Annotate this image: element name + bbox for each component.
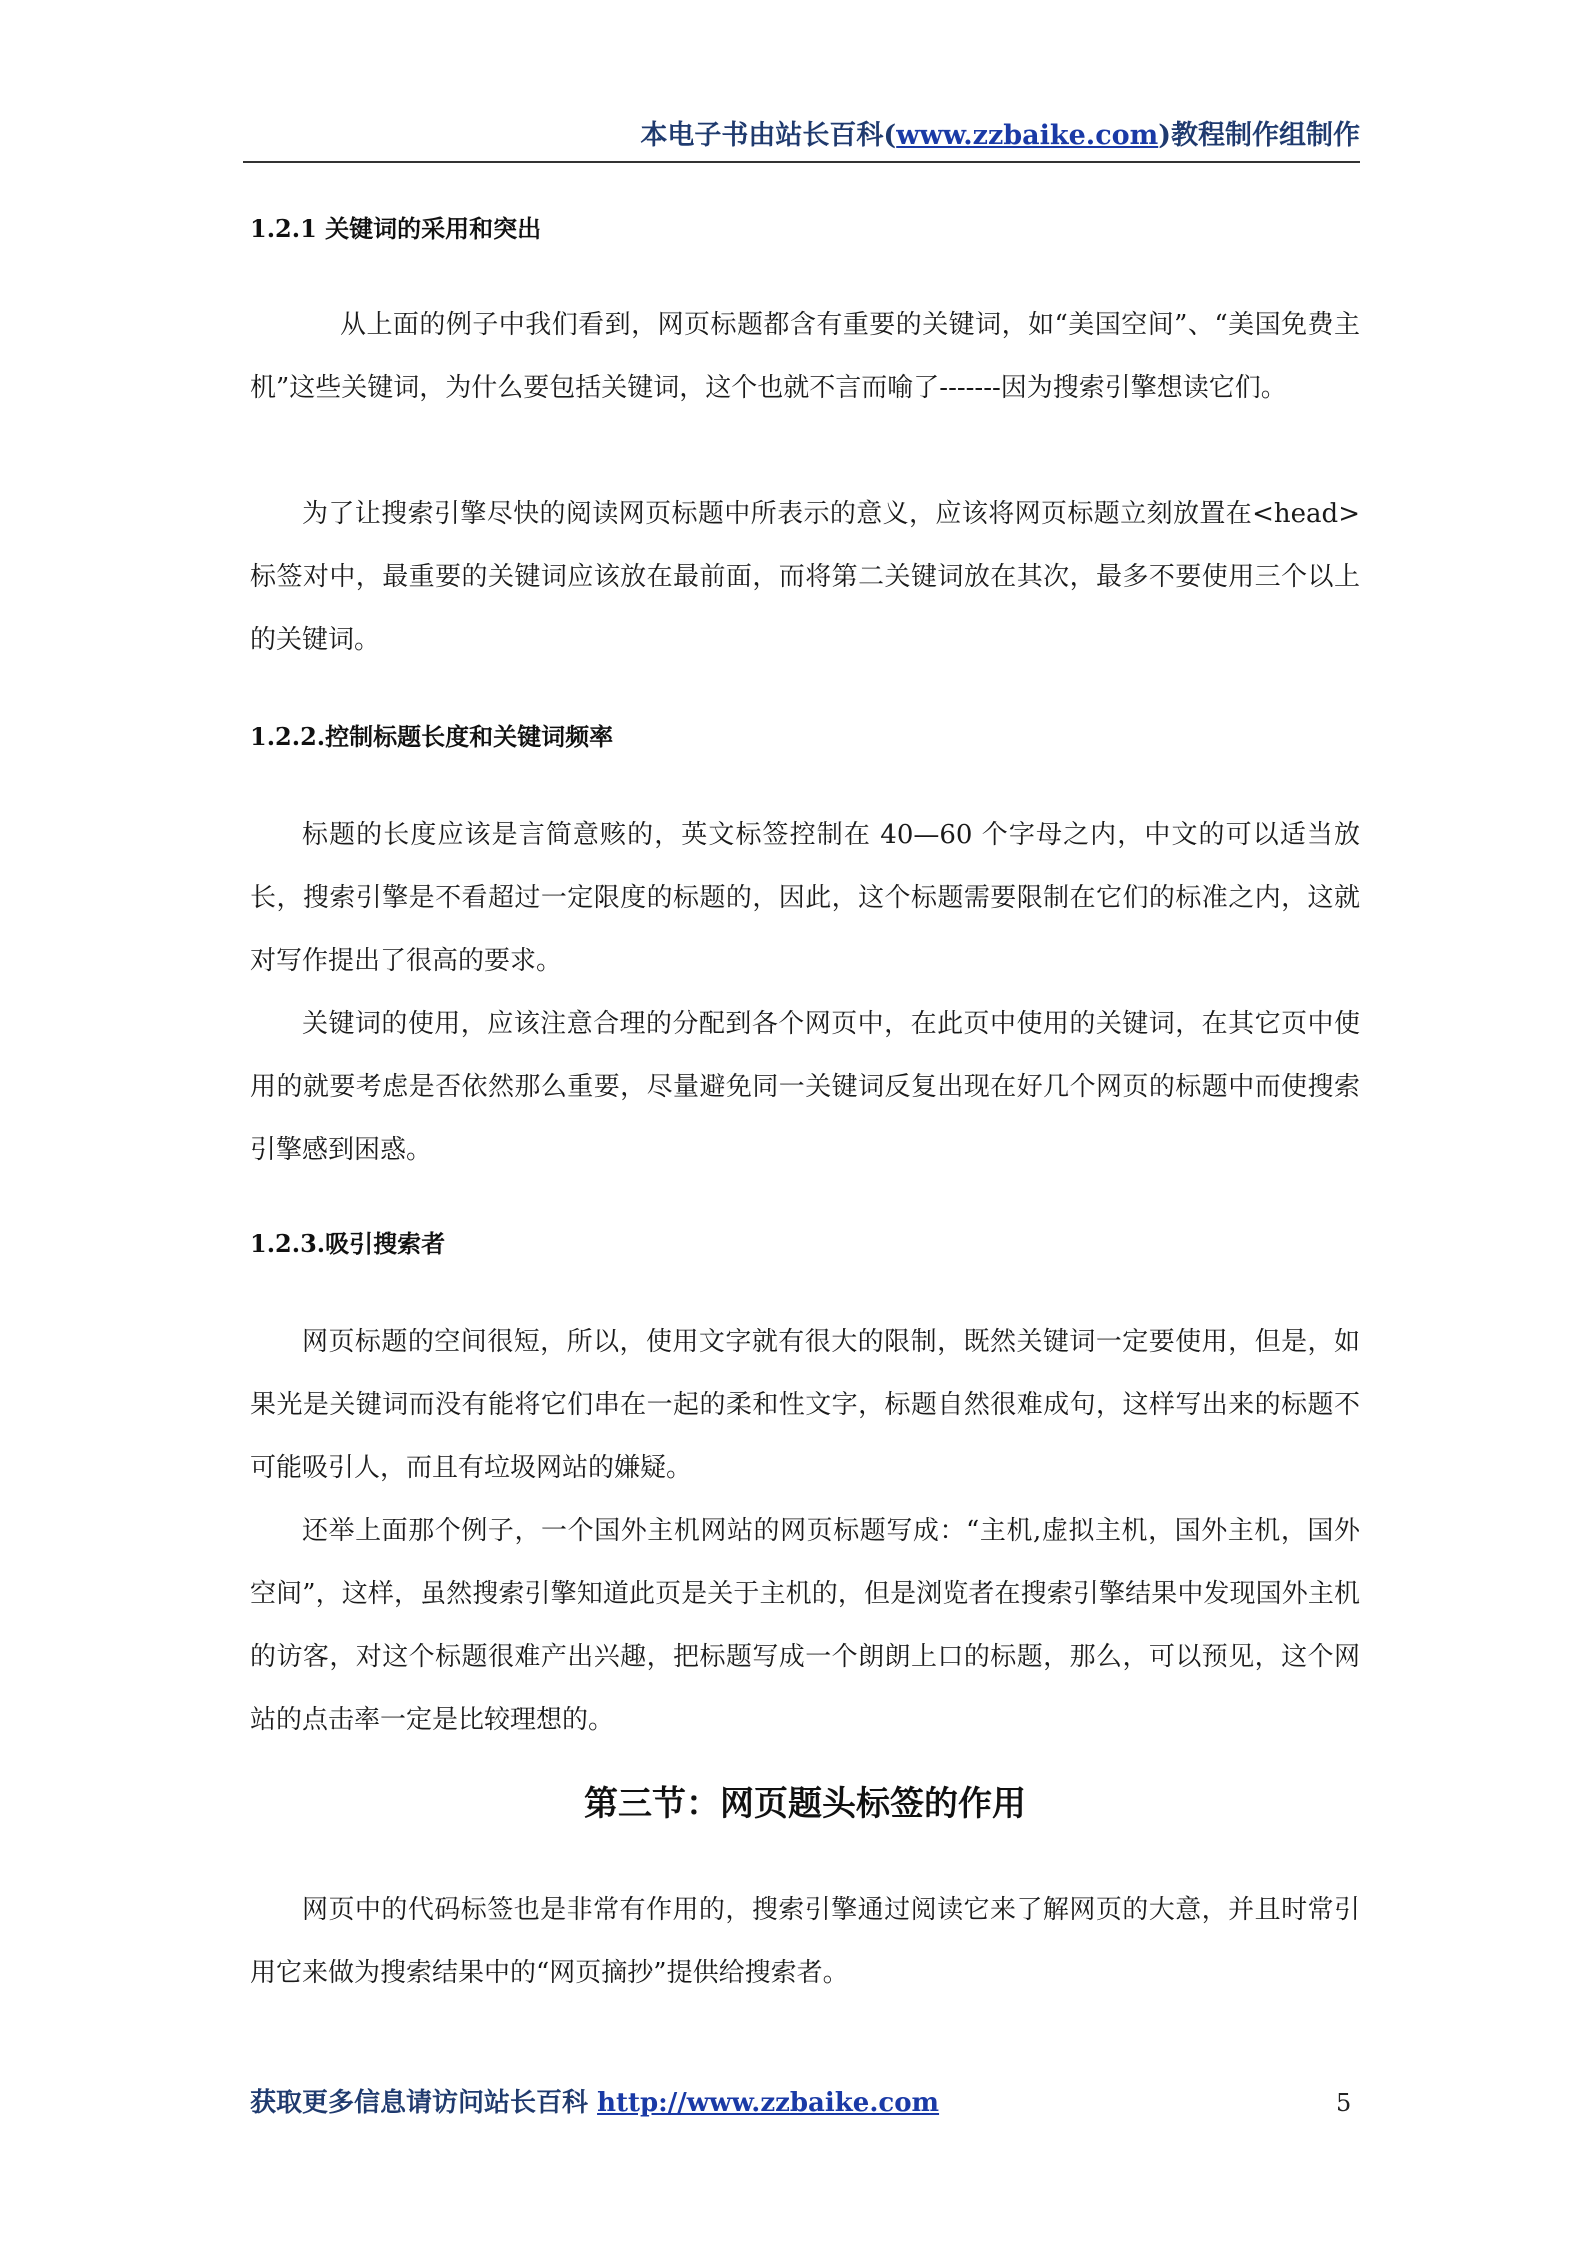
- page-number: 5: [1336, 2089, 1352, 2117]
- section-3-title: 第三节：网页题头标签的作用: [584, 1784, 1026, 1824]
- heading-1-2-3: 1.2.3.吸引搜索者: [250, 1229, 446, 1258]
- heading-1-2-1: 1.2.1 关键词的采用和突出: [250, 214, 542, 243]
- header-prefix: 本电子书由站长百科(: [640, 120, 897, 151]
- paragraph-1-2-2-a: 标题的长度应该是言简意赅的，英文标签控制在 40—60 个字母之内，中文的可以适当放长，搜索引擎是不看超过一定限度的标题的，因此，这个标题需要限制在它们的标准之内，这就对写作提出了很高的要求。: [250, 820, 1360, 976]
- footer-site-link[interactable]: http://www.zzbaike.com: [597, 2088, 940, 2118]
- header-site-link[interactable]: www.zzbaike.com: [896, 120, 1159, 151]
- header-suffix: )教程制作组制作: [1158, 120, 1360, 151]
- paragraph-1-2-1-b: 为了让搜索引擎尽快的阅读网页标题中所表示的意义，应该将网页标题立刻放置在<head>标签对中，最重要的关键词应该放在最前面，而将第二关键词放在其次，最多不要使用三个以上的关键词。: [250, 499, 1360, 655]
- paragraph-1-2-3-b: 还举上面那个例子，一个国外主机网站的网页标题写成：“主机,虚拟主机，国外主机，国外空间”，这样，虽然搜索引擎知道此页是关于主机的，但是浏览者在搜索引擎结果中发现国外主机的访客，对这个标题很难产出兴趣，把标题写成一个朗朗上口的标题，那么，可以预见，这个网站的点击率一定是比较理想的。: [250, 1516, 1360, 1735]
- paragraph-1-2-2-b: 关键词的使用，应该注意合理的分配到各个网页中，在此页中使用的关键词，在其它页中使用的就要考虑是否依然那么重要，尽量避免同一关键词反复出现在好几个网页的标题中而使搜索引擎感到困惑。: [250, 1009, 1360, 1165]
- page-header: [243, 116, 1360, 156]
- paragraph-1-2-1-a: 从上面的例子中我们看到，网页标题都含有重要的关键词，如“美国空间”、“美国免费主机”这些关键词，为什么要包括关键词，这个也就不言而喻了-------因为搜索引擎想读它们。: [250, 310, 1360, 403]
- footer-text: 获取更多信息请访问站长百科: [250, 2088, 598, 2118]
- paragraph-1-2-3-a: 网页标题的空间很短，所以，使用文字就有很大的限制，既然关键词一定要使用，但是，如果光是关键词而没有能将它们串在一起的柔和性文字，标题自然很难成句，这样写出来的标题不可能吸引人，而且有垃圾网站的嫌疑。: [250, 1327, 1360, 1483]
- section-3-paragraph: 网页中的代码标签也是非常有作用的，搜索引擎通过阅读它来了解网页的大意，并且时常引用它来做为搜索结果中的“网页摘抄”提供给搜索者。: [250, 1895, 1360, 1988]
- header-divider: [243, 161, 1360, 163]
- heading-1-2-2: 1.2.2.控制标题长度和关键词频率: [250, 722, 614, 751]
- page-footer: [250, 2084, 939, 2122]
